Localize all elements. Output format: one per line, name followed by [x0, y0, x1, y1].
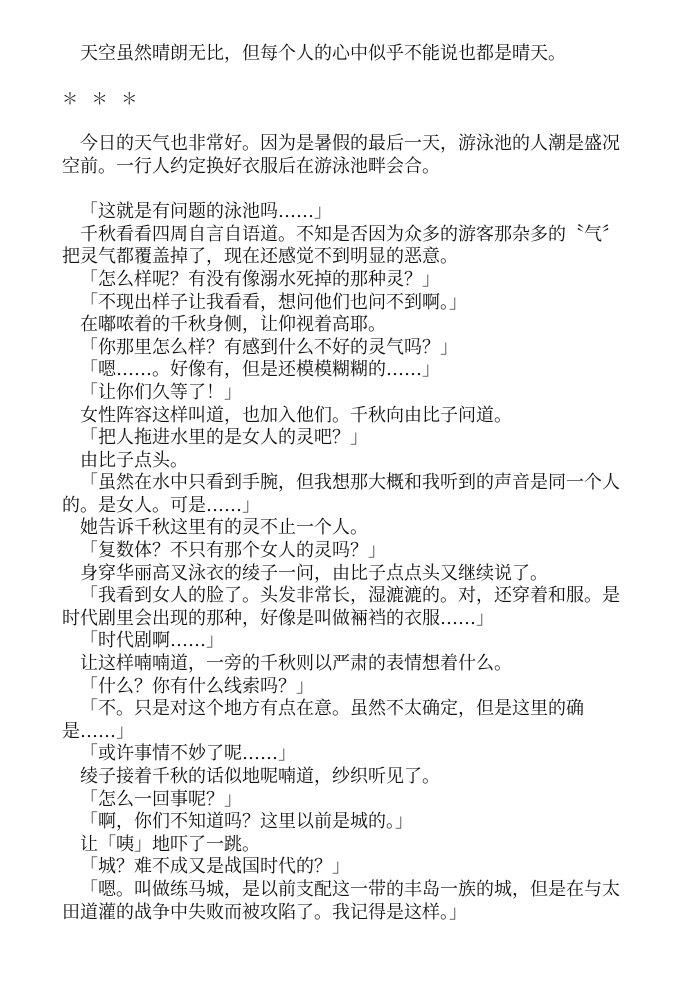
paragraph: 身穿华丽高叉泳衣的绫子一问，由比子点点头又继续说了。	[80, 562, 548, 584]
paragraph: 绫子接着千秋的话似地呢喃道，纱织听见了。	[80, 766, 440, 787]
paragraph: 由比子点头。	[80, 449, 188, 471]
opening-paragraph: 天空虽然晴朗无比，但每个人的心中似乎不能说也都是晴天。	[80, 43, 566, 64]
paragraph: 「把人拖进水里的是女人的灵吧？」	[80, 427, 368, 449]
paragraph: 「啊，你们不知道吗？这里以前是城的。」	[80, 811, 413, 833]
paragraph: 「城？难不成又是战国时代的？」	[80, 856, 350, 878]
paragraph: 「让你们久等了！」	[80, 381, 242, 403]
paragraph: 「嗯……。好像有，但是还模模糊糊的……」	[80, 359, 440, 381]
paragraph: 「复数体？不只有那个女人的灵吗？」	[80, 540, 386, 562]
paragraph: 「不。只是对这个地方有点在意。虽然不太确定，但是这里的确是……」	[62, 698, 584, 742]
paragraph: 「时代剧啊……」	[80, 630, 224, 652]
blank-line	[62, 179, 632, 202]
paragraph: 让「咦」地吓了一跳。	[80, 833, 260, 855]
paragraph: 「嗯。叫做练马城，是以前支配这一带的丰岛一族的城，但是在与太田道灌的战争中失败而被攻陷了。我记得是这样。」	[62, 878, 620, 923]
intro-paragraph: 今日的天气也非常好。因为是暑假的最后一天，游泳池的人潮是盛况空前。一行人约定换好衣服后在游泳池畔会合。	[62, 133, 620, 177]
paragraph: 「虽然在水中只看到手腕，但我想那大概和我听到的声音是同一个人的。是女人。可是……」	[62, 472, 620, 516]
paragraph: 「怎么一回事呢？」	[80, 788, 242, 810]
paragraph: 在嘟哝着的千秋身侧，让仰视着高耶。	[80, 314, 386, 336]
section-separator: ＊ ＊ ＊	[62, 89, 140, 109]
paragraph: 让这样喃喃道，一旁的千秋则以严肃的表情想着什么。	[80, 653, 512, 675]
paragraph: 「你那里怎么样？有感到什么不好的灵气吗？」	[80, 336, 458, 358]
blank-line	[62, 66, 632, 89]
paragraph: 「这就是有问题的泳池吗……」	[80, 201, 332, 223]
document-page	[62, 43, 632, 924]
paragraph: 女性阵容这样叫道，也加入他们。千秋向由比子问道。	[80, 404, 512, 426]
paragraph: 「什么？你有什么线索吗？」	[80, 675, 314, 697]
paragraph: 「怎么样呢？有没有像溺水死掉的那种灵？」	[80, 268, 440, 290]
paragraph: 「不现出样子让我看看，想问他们也问不到啊。」	[80, 291, 467, 313]
paragraph: 千秋看看四周自言自语道。不知是否因为众多的游客那杂多的〝气〞把灵气都覆盖掉了，现在还感觉不到明显的恶意。	[62, 223, 620, 268]
blank-line	[62, 111, 632, 134]
paragraph: 「我看到女人的脸了。头发非常长，湿漉漉的。对，还穿着和服。是时代剧里会出现的那种，好像是叫做裲裆的衣服……」	[62, 585, 620, 629]
paragraph: 她告诉千秋这里有的灵不止一个人。	[80, 517, 368, 539]
paragraph: 「或许事情不妙了呢……」	[80, 743, 296, 765]
